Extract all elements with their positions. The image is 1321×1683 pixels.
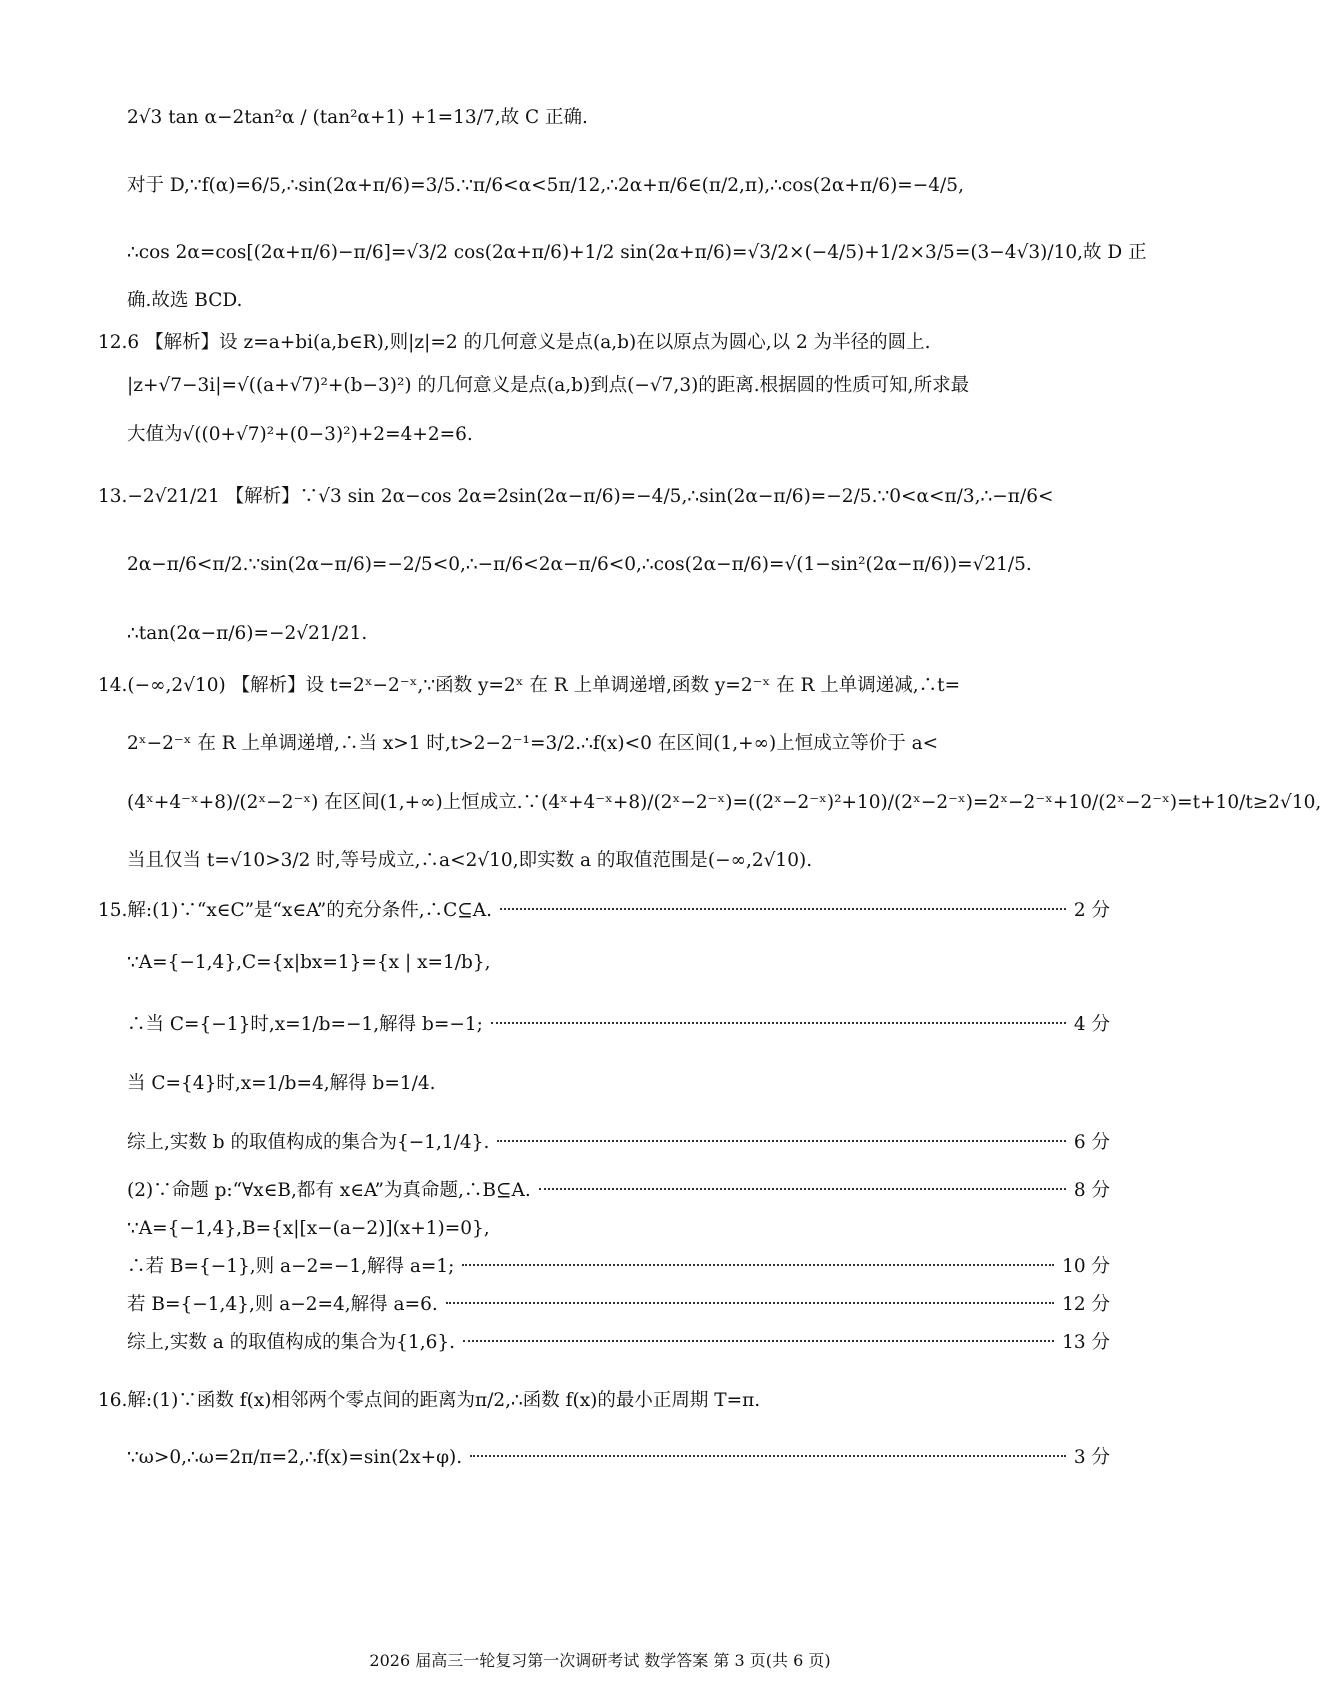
answer-12-line: 12.6 【解析】设 z=a+bi(a,b∈R),则|z|=2 的几何意义是点(a,b)在以原点为圆心,以 2 为半径的圆上. — [98, 332, 931, 353]
page-footer: 2026 届高三一轮复习第一次调研考试 数学答案 第 3 页(共 6 页) — [369, 1651, 831, 1670]
answer-14-line: 14.(−∞,2√10) 【解析】设 t=2ˣ−2⁻ˣ,∵函数 y=2ˣ 在 R 上单调递增,函数 y=2⁻ˣ 在 R 上单调递减,∴t= — [98, 675, 961, 696]
score-mark: 10 分 — [1062, 1256, 1110, 1277]
step-line — [127, 1292, 1110, 1318]
step-text: 综上,实数 a 的取值构成的集合为{1,6}. — [127, 1332, 456, 1353]
score-mark: 4 分 — [1073, 1014, 1110, 1035]
text-line: ∴cos 2α=cos[(2α+π/6)−π/6]=√3/2 cos(2α+π/6)+1/2 sin(2α+π/6)=√3/2×(−4/5)+1/2×3/5=(3−4√3)/10,故 D 正 — [127, 242, 1147, 263]
step-text: 15.解:(1)∵“x∈C”是“x∈A”的充分条件,∴C⊆A. — [98, 900, 493, 921]
step-line — [127, 1445, 1110, 1471]
dot-leader — [462, 1264, 1054, 1266]
text-line: 对于 D,∵f(α)=6/5,∴sin(2α+π/6)=3/5.∵π/6<α<5π/12,∴2α+π/6∈(π/2,π),∴cos(2α+π/6)=−4/5, — [127, 175, 964, 196]
text-line: 2√3 tan α−2tan²α / (tan²α+1) +1=13/7,故 C 正确. — [127, 107, 588, 128]
step-line — [127, 1178, 1110, 1204]
dot-leader — [446, 1302, 1054, 1304]
score-mark: 6 分 — [1073, 1132, 1110, 1153]
dot-leader — [491, 1022, 1066, 1024]
answer-16-line: 16.解:(1)∵函数 f(x)相邻两个零点间的距离为π/2,∴函数 f(x)的最小正周期 T=π. — [98, 1390, 761, 1411]
dot-leader — [463, 1340, 1054, 1342]
text-line: 大值为√((0+√7)²+(0−3)²)+2=4+2=6. — [127, 424, 473, 445]
answer-15-line — [98, 898, 1110, 924]
score-mark: 8 分 — [1073, 1180, 1110, 1201]
text-line: 确.故选 BCD. — [127, 290, 243, 311]
step-line — [127, 1130, 1110, 1156]
step-text: ∴若 B={−1},则 a−2=−1,解得 a=1; — [127, 1256, 455, 1277]
text-line: 2ˣ−2⁻ˣ 在 R 上单调递增,∴当 x>1 时,t>2−2⁻¹=3/2.∴f(x)<0 在区间(1,+∞)上恒成立等价于 a< — [127, 733, 939, 754]
text-line: 2α−π/6<π/2.∵sin(2α−π/6)=−2/5<0,∴−π/6<2α−π/6<0,∴cos(2α−π/6)=√(1−sin²(2α−π/6))=√21/5. — [127, 554, 1032, 575]
text-line: 当且仅当 t=√10>3/2 时,等号成立,∴a<2√10,即实数 a 的取值范围是(−∞,2√10). — [127, 850, 813, 871]
dot-leader — [539, 1188, 1066, 1190]
text-line: ∴tan(2α−π/6)=−2√21/21. — [127, 623, 368, 644]
step-line — [127, 1330, 1110, 1356]
step-text: ∴当 C={−1}时,x=1/b=−1,解得 b=−1; — [127, 1014, 483, 1035]
step-line — [127, 1254, 1110, 1280]
text-line: |z+√7−3i|=√((a+√7)²+(b−3)²) 的几何意义是点(a,b)到点(−√7,3)的距离.根据圆的性质可知,所求最 — [127, 375, 970, 396]
dot-leader — [497, 1140, 1066, 1142]
step-text: 综上,实数 b 的取值构成的集合为{−1,1/4}. — [127, 1132, 490, 1153]
score-mark: 3 分 — [1073, 1447, 1110, 1468]
score-mark: 2 分 — [1073, 900, 1110, 921]
step-text: ∵ω>0,∴ω=2π/π=2,∴f(x)=sin(2x+φ). — [127, 1447, 463, 1468]
text-line: ∵A={−1,4},B={x|[x−(a−2)](x+1)=0}, — [127, 1218, 490, 1239]
text-line: (4ˣ+4⁻ˣ+8)/(2ˣ−2⁻ˣ) 在区间(1,+∞)上恒成立.∵(4ˣ+4⁻ˣ+8)/(2ˣ−2⁻ˣ)=((2ˣ−2⁻ˣ)²+10)/(2ˣ−2⁻ˣ)=2ˣ−2⁻ˣ+10/(2ˣ−2⁻ˣ)=t+10/t≥2√10, — [127, 792, 1321, 813]
answer-13-line: 13.−2√21/21 【解析】∵√3 sin 2α−cos 2α=2sin(2α−π/6)=−4/5,∴sin(2α−π/6)=−2/5.∵0<α<π/3,∴−π/6< — [98, 486, 1054, 507]
text-line: ∵A={−1,4},C={x|bx=1}={x | x=1/b}, — [127, 952, 491, 973]
dot-leader — [500, 908, 1066, 910]
step-text: 若 B={−1,4},则 a−2=4,解得 a=6. — [127, 1294, 438, 1315]
step-line — [127, 1012, 1110, 1038]
step-text: (2)∵命题 p:“∀x∈B,都有 x∈A”为真命题,∴B⊆A. — [127, 1180, 531, 1201]
score-mark: 13 分 — [1062, 1332, 1110, 1353]
text-line: 当 C={4}时,x=1/b=4,解得 b=1/4. — [127, 1073, 436, 1094]
score-mark: 12 分 — [1062, 1294, 1110, 1315]
dot-leader — [470, 1455, 1066, 1457]
